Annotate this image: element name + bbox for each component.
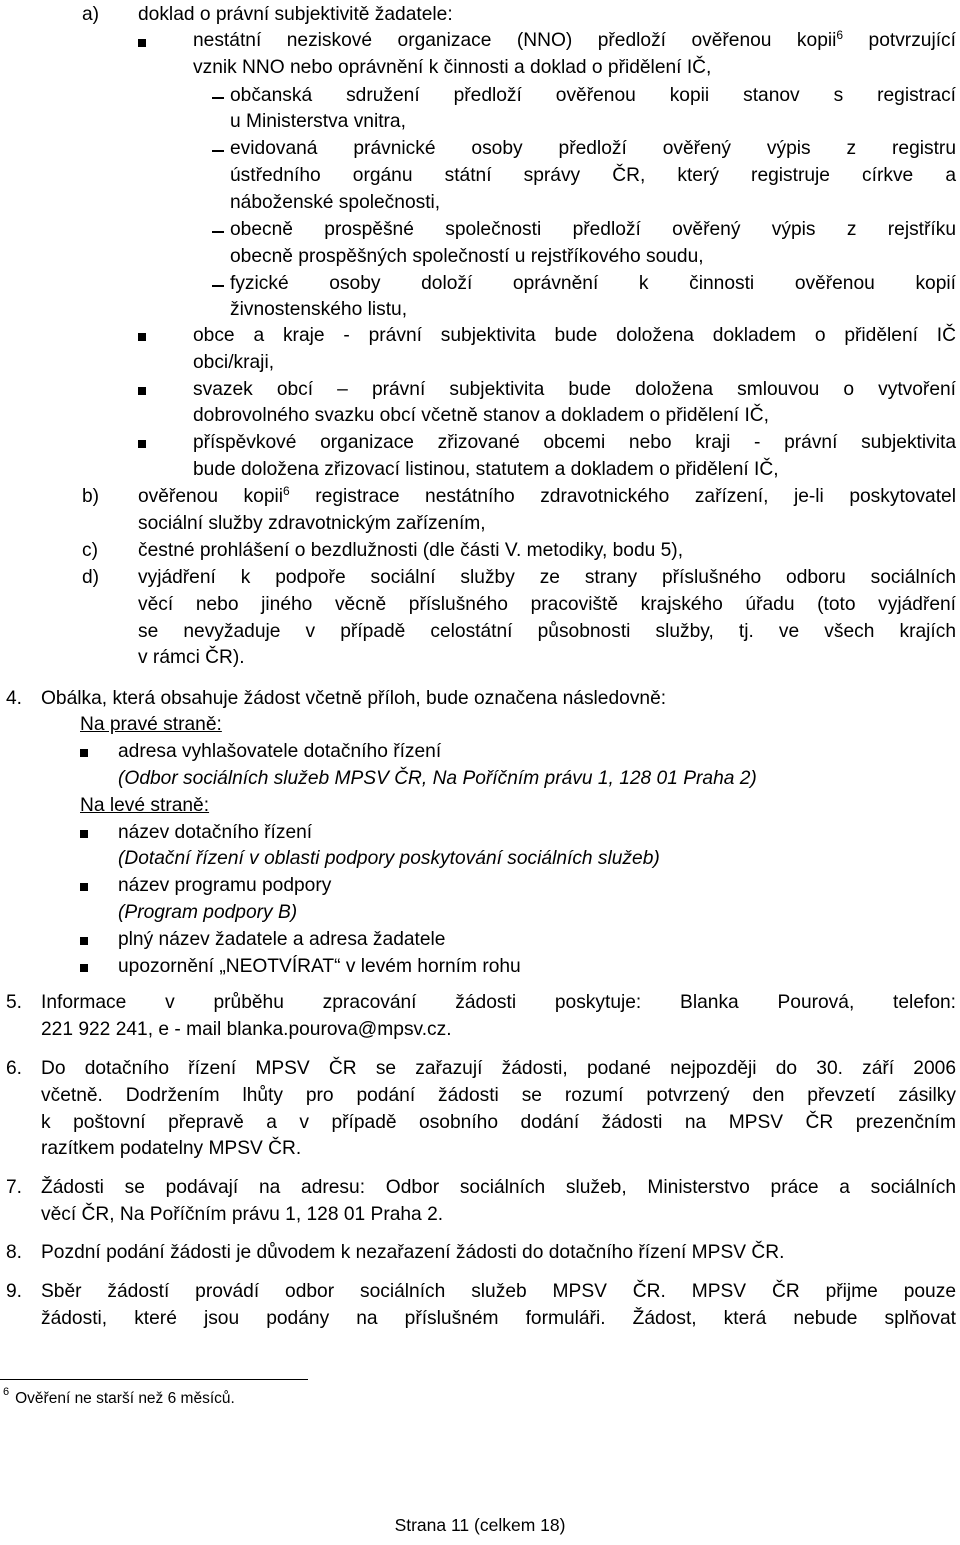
dash-marker — [212, 285, 224, 287]
item9-line-1: Sběr žádostí provádí odbor sociálních služeb MPSV ČR. MPSV ČR přijme pouze — [41, 1281, 956, 1302]
prispevkove-line-1: příspěvkové organizace zřizované obcemi nebo kraji - právní subjektivita — [193, 432, 956, 453]
obecne-line-2: obecně prospěšných společností u rejstříkového soudu, — [230, 246, 704, 267]
list-marker-c: c) — [82, 540, 98, 561]
footnote — [3, 1386, 235, 1413]
bullet-square — [138, 387, 146, 395]
bullet-square — [138, 440, 146, 448]
obcanska-line-2: u Ministerstva vnitra, — [230, 111, 406, 132]
obce-line-1: obce a kraje - právní subjektivita bude doložena dokladem o přidělení IČ — [193, 325, 956, 346]
list-marker-b: b) — [82, 486, 100, 507]
dash-marker — [212, 231, 224, 233]
item-number-9: 9. — [6, 1281, 23, 1302]
footnote-divider — [0, 1379, 308, 1380]
left-side-item-1: název dotačního řízení — [118, 822, 313, 843]
footnote-text: Ověření ne starší než 6 měsíců. — [15, 1390, 235, 1407]
left-side-item-2-note: (Program podpory B) — [118, 902, 298, 923]
right-side-item-1-note: (Odbor sociálních služeb MPSV ČR, Na Poříčním právu 1, 128 01 Praha 2) — [118, 768, 757, 789]
evidovana-line-3: náboženské společnosti, — [230, 192, 441, 213]
evidovana-line-2: ústředního orgánu státní správy ČR, který registruje církve a — [230, 165, 956, 186]
footnote-ref: 6 — [836, 28, 844, 42]
section-d-line-3: se nevyžaduje v případě celostátní působnosti služby, tj. ve všech krajích — [138, 621, 956, 642]
bullet-square — [80, 749, 88, 757]
page-footer: Strana 11 (celkem 18) — [394, 1515, 566, 1535]
evidovana-line-1: evidovaná právnické osoby předloží ověřený výpis z registru — [230, 138, 956, 159]
list-marker-a: a) — [82, 4, 100, 25]
item7-line-2: věcí ČR, Na Poříčním právu 1, 128 01 Praha 2. — [41, 1204, 444, 1225]
dash-marker — [212, 150, 224, 152]
obce-line-2: obci/kraji, — [193, 352, 275, 373]
item-number-4: 4. — [6, 688, 23, 709]
section-c-line-1: čestné prohlášení o bezdlužnosti (dle části V. metodiky, bodu 5), — [138, 540, 684, 561]
item6-line-2: včetně. Dodržením lhůty pro podání žádosti se rozumí potvrzený den převzetí zásilky — [41, 1085, 956, 1106]
item6-line-4: razítkem podatelny MPSV ČR. — [41, 1138, 302, 1159]
item5-line-2: 221 922 241, e - mail blanka.pourova@mpsv.cz. — [41, 1019, 452, 1040]
bullet-square — [80, 830, 88, 838]
obcanska-line-1: občanská sdružení předloží ověřenou kopii stanov s registrací — [230, 85, 956, 106]
bullet-square — [138, 39, 146, 47]
fyzicke-line-1: fyzické osoby doloží oprávnění k činnosti ověřenou kopií — [230, 273, 956, 294]
item6-line-3: k poštovní přepravě a v případě osobního dodání žádosti na MPSV ČR prezenčním — [41, 1112, 956, 1133]
bullet-square — [80, 937, 88, 945]
item8-line-1: Pozdní podání žádosti je důvodem k nezařazení žádosti do dotačního řízení MPSV ČR. — [41, 1242, 785, 1263]
item9-line-2: žádosti, které jsou podány na příslušném formuláři. Žádost, která nebude splňovat — [41, 1308, 956, 1329]
section-d-line-4: v rámci ČR). — [138, 647, 245, 668]
right-side-item-1: adresa vyhlašovatele dotačního řízení — [118, 741, 442, 762]
svazek-line-2: dobrovolného svazku obcí včetně stanov a dokladem o přidělení IČ, — [193, 405, 769, 426]
nno-line-1: nestátní neziskové organizace (NNO) předloží ověřenou kopii$^6$ potvrzující — [193, 28, 956, 51]
right-side-label: Na pravé straně: — [80, 714, 222, 735]
dash-marker — [212, 97, 224, 99]
item7-line-1: Žádosti se podávají na adresu: Odbor sociálních služeb, Ministerstvo práce a sociálních — [41, 1177, 956, 1198]
list-marker-d: d) — [82, 567, 100, 588]
left-side-item-3: plný název žadatele a adresa žadatele — [118, 929, 446, 950]
item-number-8: 8. — [6, 1242, 23, 1263]
item5-line-1: Informace v průběhu zpracování žádosti poskytuje: Blanka Pourová, telefon: — [41, 992, 956, 1013]
left-side-item-2: název programu podpory — [118, 875, 332, 896]
section-d-line-2: věcí nebo jiného věcně příslušného pracoviště krajského úřadu (toto vyjádření — [138, 594, 956, 615]
section-b-line-2: sociální služby zdravotnickým zařízením, — [138, 513, 486, 534]
item-number-5: 5. — [6, 992, 23, 1013]
section-a-heading: doklad o právní subjektivitě žadatele: — [138, 4, 453, 25]
section-b-line-1: ověřenou kopii$^6$ registrace nestátního zdravotnického zařízení, je-li poskytovatel — [138, 484, 956, 507]
item4-line-1: Obálka, která obsahuje žádost včetně příloh, bude označena následovně: — [41, 688, 667, 709]
nno-line-2: vznik NNO nebo oprávnění k činnosti a doklad o přidělení IČ, — [193, 57, 712, 78]
fyzicke-line-2: živnostenského listu, — [230, 299, 408, 320]
item-number-7: 7. — [6, 1177, 23, 1198]
svazek-line-1: svazek obcí – právní subjektivita bude doložena smlouvou o vytvoření — [193, 379, 956, 400]
footnote-ref: 6 — [283, 484, 290, 498]
bullet-square — [138, 333, 146, 341]
left-side-item-1-note: (Dotační řízení v oblasti podpory poskytování sociálních služeb) — [118, 848, 660, 869]
left-side-label: Na levé straně: — [80, 795, 210, 816]
bullet-square — [80, 883, 88, 891]
item6-line-1: Do dotačního řízení MPSV ČR se zařazují žádosti, podané nejpozději do 30. září 2006 — [41, 1058, 956, 1079]
obecne-line-1: obecně prospěšné společnosti předloží ověřený výpis z rejstříku — [230, 219, 956, 240]
bullet-square — [80, 964, 88, 972]
footnote-mark: 6 — [3, 1386, 10, 1398]
left-side-item-4: upozornění „NEOTVÍRAT“ v levém horním rohu — [118, 956, 521, 977]
section-d-line-1: vyjádření k podpoře sociální služby ze strany příslušného odboru sociálních — [138, 567, 956, 588]
item-number-6: 6. — [6, 1058, 23, 1079]
prispevkove-line-2: bude doložena zřizovací listinou, statutem a dokladem o přidělení IČ, — [193, 459, 779, 480]
